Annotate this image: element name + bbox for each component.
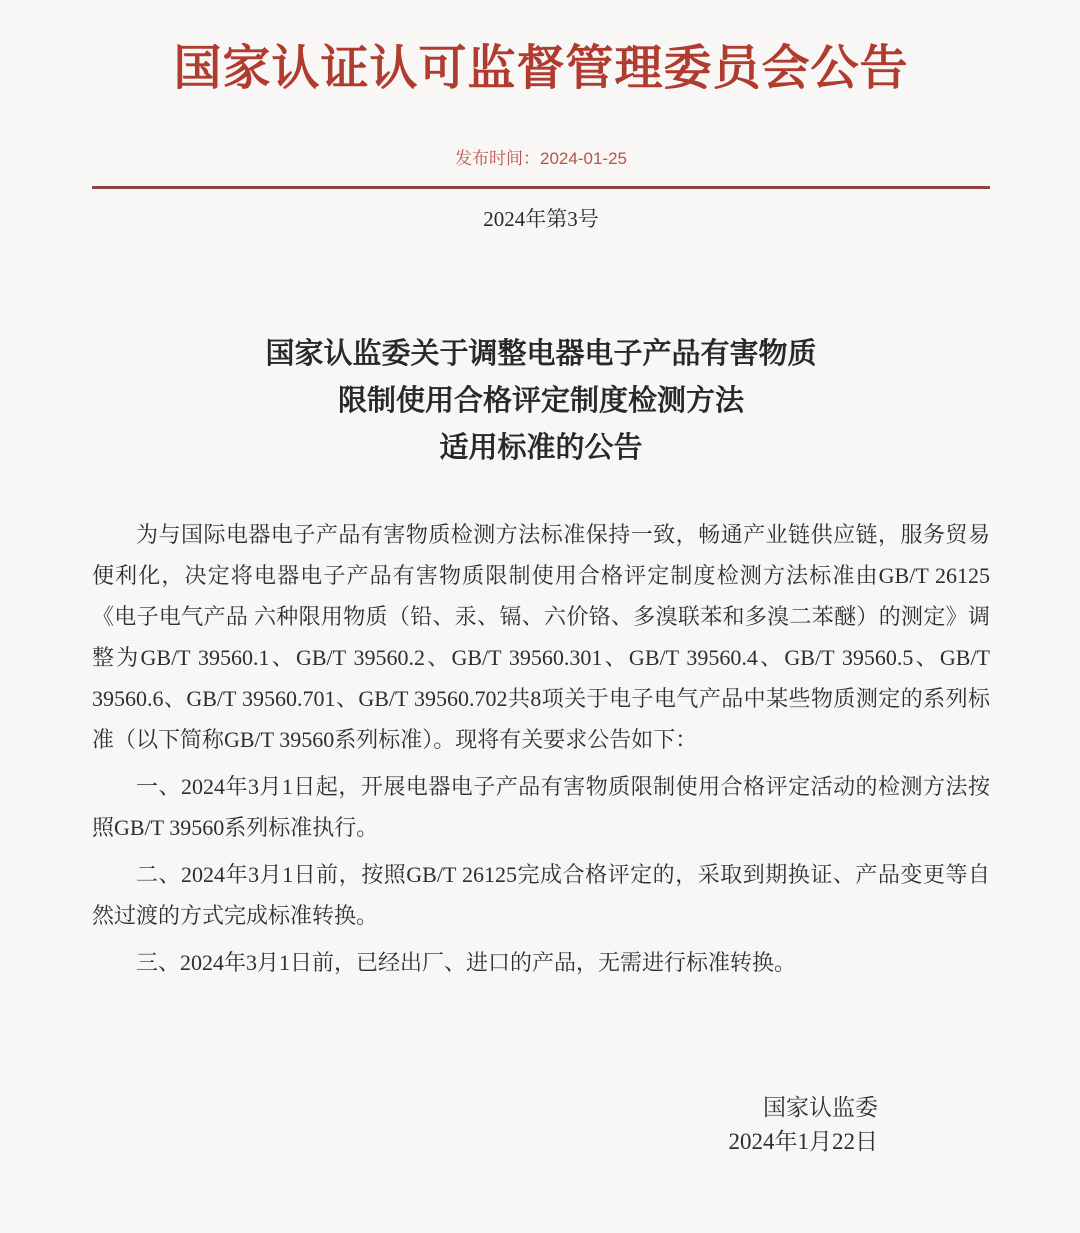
document-title-line-1: 国家认监委关于调整电器电子产品有害物质 [265, 338, 817, 370]
red-divider-rule [92, 186, 990, 189]
announcement-body [92, 514, 990, 983]
signature-date: 2024年1月22日 [728, 1129, 878, 1154]
signature-org: 国家认监委 [763, 1095, 878, 1120]
document-title-line-3: 适用标准的公告 [439, 432, 643, 464]
paragraph-item-3: 三、2024年3月1日前，已经出厂、进口的产品，无需进行标准转换。 [136, 950, 797, 975]
paragraph-intro: 为与国际电器电子产品有害物质检测方法标准保持一致，畅通产业链供应链，服务贸易便利化，决定将电器电子产品有害物质限制使用合格评定制度检测方法标准由GB/T 26125《电子电气产品 六种限用物质（铅、汞、镉、六价铬、多溴联苯和多溴二苯醚）的测定》调整为GB/T 39560.1、GB/T 39560.2、GB/T 39560.301、GB/T 39560.4、GB/T 39560.5、GB/T 39560.6、GB/T 39560.701、GB/T 39560.702共8项关于电子电气产品中某些物质测定的系列标准（以下简称GB/T 39560系列标准）。现将有关要求公告如下： [92, 522, 990, 752]
paragraph-item-2: 二、2024年3月1日前，按照GB/T 26125完成合格评定的，采取到期换证、产品变更等自然过渡的方式完成标准转换。 [92, 862, 990, 928]
publish-time: 发布时间：2024-01-25 [455, 149, 627, 168]
issue-number: 2024年第3号 [483, 207, 599, 231]
paragraph-item-1: 一、2024年3月1日起，开展电器电子产品有害物质限制使用合格评定活动的检测方法按照GB/T 39560系列标准执行。 [92, 774, 990, 840]
signature-block [92, 1091, 990, 1159]
masthead-title: 国家认证认可监督管理委员会公告 [173, 42, 909, 95]
document-title [92, 331, 990, 472]
document-title-line-2: 限制使用合格评定制度检测方法 [337, 385, 744, 417]
